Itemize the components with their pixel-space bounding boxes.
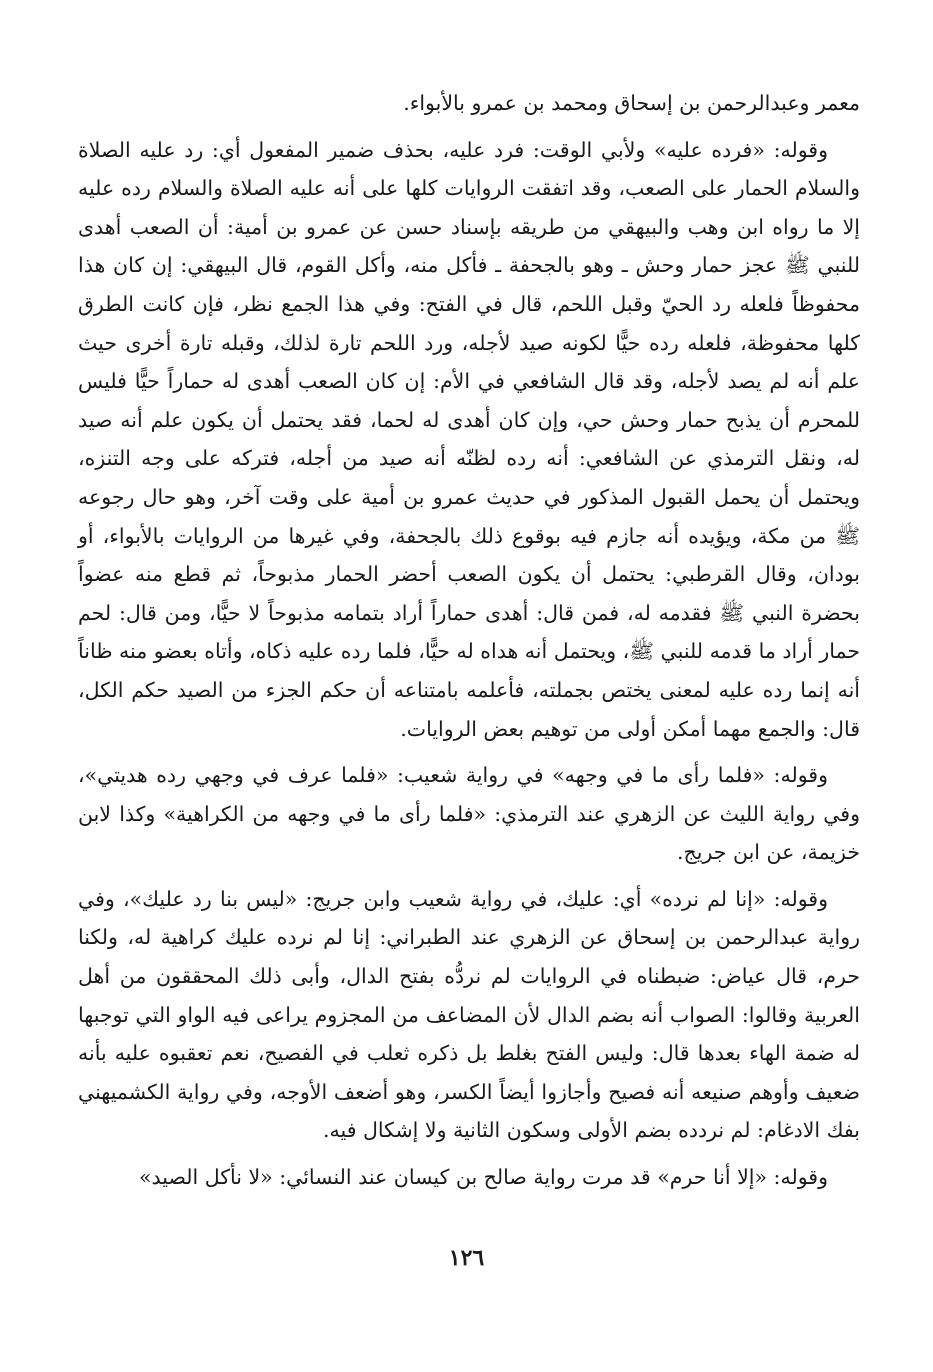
paragraph-falamma-raa: وقوله: «فلما رأى ما في وجهه» في رواية شعيب: «فلما عرف في وجهي رده هديتي»، وفي رواية الليث عن الزهري عند الترمذي: «فلما رأى ما في وجهه من الكراهية» وكذا لابن خزيمة، عن ابن جريج.	[78, 763, 860, 865]
continuation-line: معمر وعبدالرحمن بن إسحاق ومحمد بن عمرو بالأبواء.	[403, 91, 860, 115]
paragraph-farada-alayh: وقوله: «فرده عليه» ولأبي الوقت: فرد عليه، بحذف ضمير المفعول أي: رد عليه الصلاة والسلام الحمار على الصعب، وقد اتفقت الروايات كلها على أنه عليه الصلاة والسلام رده عليه إلا ما رواه ابن وهب والبيهقي من طريقه بإسناد حسن عن عمرو بن أمية: أن الصعب أهدى للنبي ﷺ عجز حمار وحش ـ وهو بالجحفة ـ فأكل منه، وأكل القوم، قال البيهقي: إن كان هذا محفوظاً فلعله رد الحيّ وقبل اللحم، قال في الفتح: وفي هذا الجمع نظر، فإن كانت الطرق كلها محفوظة، فلعله رده حيًّا لكونه صيد لأجله، ورد اللحم تارة لذلك، وقبله تارة أخرى حيث علم أنه لم يصد لأجله، وقد قال الشافعي في الأم: إن كان الصعب أهدى له حماراً حيًّا فليس للمحرم أن يذبح حمار وحش حي، وإن كان أهدى له لحما، فقد يحتمل أن يكون علم أنه صيد له، ونقل الترمذي عن الشافعي: أنه رده لظنّه أنه صيد من أجله، فتركه على وجه التنزه، ويحتمل أن يحمل القبول المذكور في حديث عمرو بن أمية على وقت آخر، وهو حال رجوعه ﷺ من مكة، ويؤيده أنه جازم فيه بوقوع ذلك بالجحفة، وفي غيرها من الروايات بالأبواء، أو بودان، وقال القرطبي: يحتمل أن يكون الصعب أحضر الحمار مذبوحاً، ثم قطع منه عضواً بحضرة النبي ﷺ فقدمه له، فمن قال: أهدى حماراً أراد بتمامه مذبوحاً لا حيًّا، ومن قال: لحم حمار أراد ما قدمه للنبي ﷺ، ويحتمل أنه هداه له حيًّا، فلما رده عليه ذكاه، وأتاه بعضو منه ظاناً أنه إنما رده عليه لمعنى يختص بجملته، فأعلمه بامتناعه أن حكم الجزء من الصيد حكم الكل، قال: والجمع مهما أمكن أولى من توهيم بعض الروايات.	[78, 137, 860, 741]
paragraph-illa-anna-hurum: وقوله: «إلا أنا حرم» قد مرت رواية صالح بن كيسان عند النسائي: «لا نأكل الصيد»	[139, 1165, 828, 1190]
page-number: ١٢٦	[448, 1245, 485, 1271]
paragraph-inna-lam-naruddah: وقوله: «إنا لم نرده» أي: عليك، في رواية شعيب وابن جريج: «ليس بنا رد عليك»، وفي رواية عبدالرحمن بن إسحاق عن الزهري عند الطبراني: إنا لم نرده عليك كراهية له، ولكنا حرم، قال عياض: ضبطناه في الروايات لم نردُّه بفتح الدال، وأبى ذلك المحققون من أهل العربية وقالوا: الصواب أنه بضم الدال لأن المضاعف من المجزوم يراعى فيه الواو التي توجبها له ضمة الهاء بعدها قال: وليس الفتح بغلط بل ذكره ثعلب في الفصيح، نعم تعقبوه عليه بأنه ضعيف وأوهم صنيعه أنه فصيح وأجازوا أيضاً الكسر، وهو أضعف الأوجه، وفي رواية الكشميهني بفك الادغام: لم نردده بضم الأولى وسكون الثانية ولا إشكال فيه.	[78, 886, 860, 1143]
body-text	[78, 84, 860, 1197]
